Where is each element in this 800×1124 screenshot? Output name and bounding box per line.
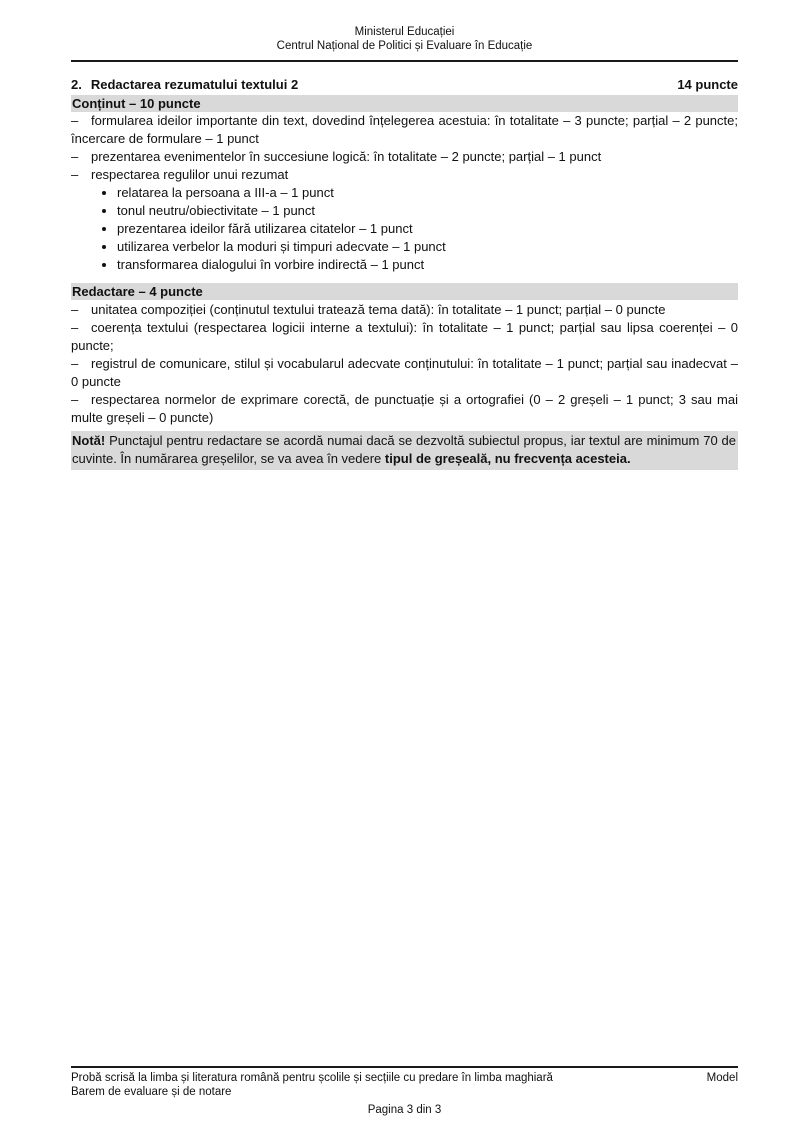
rubric-item xyxy=(71,148,738,166)
rubric-bullet-list xyxy=(71,184,738,274)
task-title-group xyxy=(71,77,298,93)
rubric-item-text: respectarea normelor de exprimare corectă, de punctuație și a ortografiei (0 – 2 greșeli – 1 punct; 3 sau mai multe greșeli – 0 puncte) xyxy=(71,392,738,425)
dash-marker: – xyxy=(71,320,79,335)
dash-marker: – xyxy=(71,356,79,371)
document-content xyxy=(71,0,738,470)
rubric-item xyxy=(71,319,738,355)
document-header xyxy=(71,0,738,62)
task-number: 2. xyxy=(71,77,82,92)
rubric-item-text: registrul de comunicare, stilul și vocabularul adecvate conținutului: în totalitate – 1 punct; parțial sau inadecvat – 0 puncte xyxy=(71,356,738,389)
page-indicator: Pagina 3 din 3 xyxy=(367,1104,442,1116)
footer-line-2: Barem de evaluare și de notare xyxy=(71,1086,232,1098)
rubric-item-text: respectarea regulilor unui rezumat xyxy=(91,167,289,182)
note-bold-text: tipul de greșeală, nu frecvența acesteia. xyxy=(384,451,631,466)
footer-exam-title: Probă scrisă la limba și literatura română pentru școlile și secțiile cu predare în limba maghiară xyxy=(71,1072,553,1084)
rubric-item xyxy=(71,391,738,427)
header-ministry-line: Ministerul Educației xyxy=(354,26,455,38)
rubric-bullet-item: • transformarea dialogului în vorbire indirectă – 1 punct xyxy=(117,256,738,274)
task-title-row xyxy=(71,77,738,93)
header-center-line: Centrul Național de Politici și Evaluare în Educație xyxy=(276,40,533,52)
rubric-item xyxy=(71,301,738,319)
rubric-item xyxy=(71,112,738,148)
rubric-bullet-item: • relatarea la persoana a III-a – 1 punct xyxy=(117,184,738,202)
footer-model-label: Model xyxy=(706,1072,738,1084)
rubric-bullet-item: • tonul neutru/obiectivitate – 1 punct xyxy=(117,202,738,220)
task-points: 14 puncte xyxy=(677,77,738,92)
section-heading-continut: Conținut – 10 puncte xyxy=(71,95,738,112)
dash-marker: – xyxy=(71,302,79,317)
rubric-item-text: prezentarea evenimentelor în succesiune logică: în totalitate – 2 puncte; parțial – 1 punct xyxy=(91,149,602,164)
rubric-bullet-item: • utilizarea verbelor la moduri și timpuri adecvate – 1 punct xyxy=(117,238,738,256)
rubric-item-text: unitatea compoziției (conținutul textului tratează tema dată): în totalitate – 1 punct; parțial – 0 puncte xyxy=(91,302,666,317)
note-text: Punctajul pentru redactare se acordă numai dacă se dezvoltă subiectul propus, iar textul are minimum 70 de cuvinte. În numărarea greșelilor, se va avea în vedere xyxy=(72,433,736,466)
note-box xyxy=(71,431,738,470)
rubric-item-text: formularea ideilor importante din text, dovedind înțelegerea acestuia: în totalitate – 3 puncte; parțial – 2 puncte; încercare de formulare – 1 punct xyxy=(71,113,738,146)
footer-line-1 xyxy=(71,1071,738,1085)
dash-marker: – xyxy=(71,149,79,164)
rubric-item-text: coerența textului (respectarea logicii interne a textului): în totalitate – 1 punct; parțial sau lipsa coerenței – 0 puncte; xyxy=(71,320,738,353)
rubric-item xyxy=(71,166,738,184)
dash-marker: – xyxy=(71,392,79,407)
dash-marker: – xyxy=(71,167,79,182)
task-title: Redactarea rezumatului textului 2 xyxy=(90,77,299,92)
rubric-item xyxy=(71,355,738,391)
document-footer xyxy=(71,1066,738,1117)
rubric-bullet-item: • prezentarea ideilor fără utilizarea citatelor – 1 punct xyxy=(117,220,738,238)
dash-marker: – xyxy=(71,113,79,128)
section-heading-redactare: Redactare – 4 puncte xyxy=(71,283,738,300)
note-label: Notă! xyxy=(72,433,106,448)
